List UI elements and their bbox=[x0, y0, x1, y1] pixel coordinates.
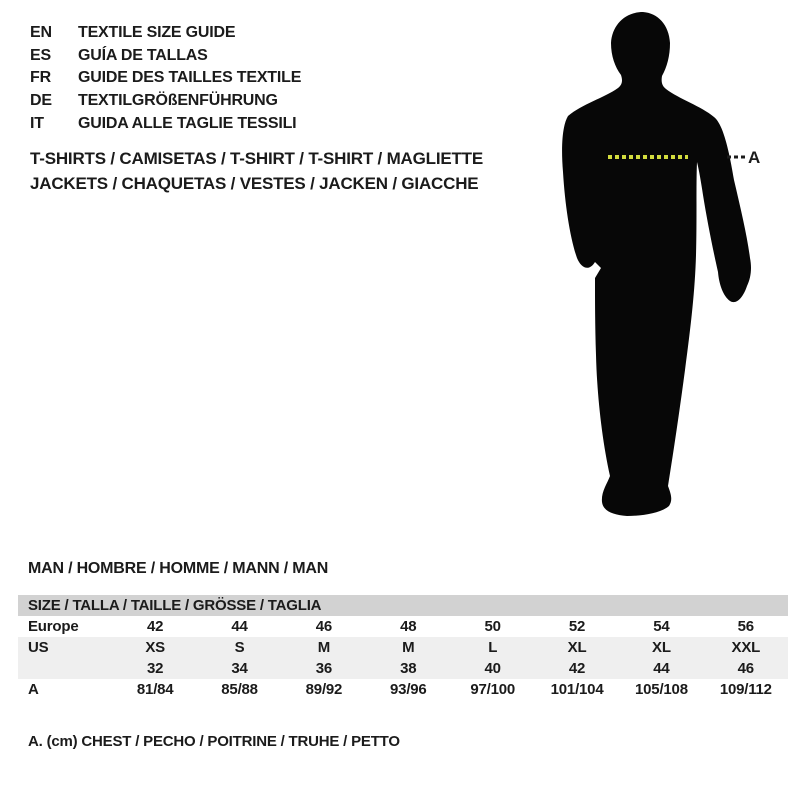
size-table-header: SIZE / TALLA / TAILLE / GRÖSSE / TAGLIA bbox=[18, 595, 788, 616]
size-cell: 81/84 bbox=[136, 681, 174, 698]
garment-categories bbox=[30, 146, 483, 196]
size-cell: 109/112 bbox=[719, 681, 772, 698]
language-code: ES bbox=[30, 46, 51, 64]
size-cell: 54 bbox=[653, 618, 670, 635]
size-cell: XS bbox=[145, 639, 165, 656]
language-code: IT bbox=[30, 114, 44, 132]
row-label: US bbox=[28, 639, 49, 656]
language-code: EN bbox=[30, 24, 52, 42]
man-section-title: MAN / HOMBRE / HOMME / MANN / MAN bbox=[28, 560, 329, 577]
size-cell: M bbox=[402, 639, 415, 656]
size-cell: 50 bbox=[484, 618, 501, 635]
row-label bbox=[18, 658, 113, 679]
size-cell: XL bbox=[652, 639, 671, 656]
size-cell: 32 bbox=[147, 660, 164, 677]
size-cell: XL bbox=[567, 639, 587, 656]
language-list bbox=[30, 22, 301, 135]
size-cell: 48 bbox=[400, 618, 417, 635]
size-cell: 36 bbox=[315, 660, 333, 677]
size-cell: 89/92 bbox=[305, 681, 343, 698]
language-row-fr bbox=[30, 67, 301, 90]
size-cell: 93/96 bbox=[390, 681, 427, 698]
language-label: GUIDA ALLE TAGLIE TESSILI bbox=[78, 114, 297, 132]
size-cell: S bbox=[234, 639, 245, 656]
man-silhouette-figure bbox=[555, 10, 770, 525]
man-silhouette bbox=[562, 12, 751, 516]
size-cell: 52 bbox=[568, 618, 586, 635]
table-row-us-numeric bbox=[18, 658, 788, 679]
size-cell: 42 bbox=[568, 660, 586, 677]
size-cell: 44 bbox=[231, 618, 248, 635]
row-label: Europe bbox=[28, 618, 79, 635]
size-table bbox=[18, 595, 788, 700]
category-line-jackets: JACKETS / CHAQUETAS / VESTES / JACKEN / GIACCHE bbox=[30, 174, 479, 193]
language-row-it bbox=[30, 112, 301, 135]
size-cell: 85/88 bbox=[221, 681, 258, 698]
language-label: GUIDE DES TAILLES TEXTILE bbox=[78, 69, 302, 87]
language-label: TEXTILGRÖßENFÜHRUNG bbox=[78, 92, 278, 110]
size-cell: 38 bbox=[400, 660, 417, 677]
size-cell: 56 bbox=[737, 618, 754, 635]
size-cell: 105/108 bbox=[635, 681, 688, 698]
language-row-de bbox=[30, 90, 301, 113]
size-cell: 34 bbox=[231, 660, 248, 677]
size-cell: 97/100 bbox=[470, 681, 516, 698]
language-code: FR bbox=[30, 69, 51, 87]
measure-label-a: A bbox=[748, 148, 761, 167]
size-cell: 40 bbox=[484, 660, 501, 677]
language-code: DE bbox=[30, 92, 52, 110]
table-row-europe bbox=[18, 616, 788, 637]
language-row-es bbox=[30, 45, 301, 68]
size-cell: M bbox=[317, 639, 331, 656]
size-cell: 46 bbox=[737, 660, 754, 677]
language-label: TEXTILE SIZE GUIDE bbox=[78, 24, 236, 42]
size-cell: 44 bbox=[653, 660, 670, 677]
size-cell: 101/104 bbox=[550, 681, 604, 698]
category-line-tshirts: T-SHIRTS / CAMISETAS / T-SHIRT / T-SHIRT / MAGLIETTE bbox=[30, 149, 484, 168]
language-label: GUÍA DE TALLAS bbox=[78, 46, 208, 64]
size-cell: L bbox=[488, 639, 498, 656]
table-row-chest-cm bbox=[18, 679, 788, 700]
language-row-en bbox=[30, 22, 301, 45]
size-cell: 46 bbox=[315, 618, 333, 635]
size-cell: XXL bbox=[731, 639, 761, 656]
table-row-us bbox=[18, 637, 788, 658]
row-label: A bbox=[28, 681, 39, 698]
chest-footnote: A. (cm) CHEST / PECHO / POITRINE / TRUHE / PETTO bbox=[28, 733, 400, 750]
size-cell: 42 bbox=[147, 618, 164, 635]
